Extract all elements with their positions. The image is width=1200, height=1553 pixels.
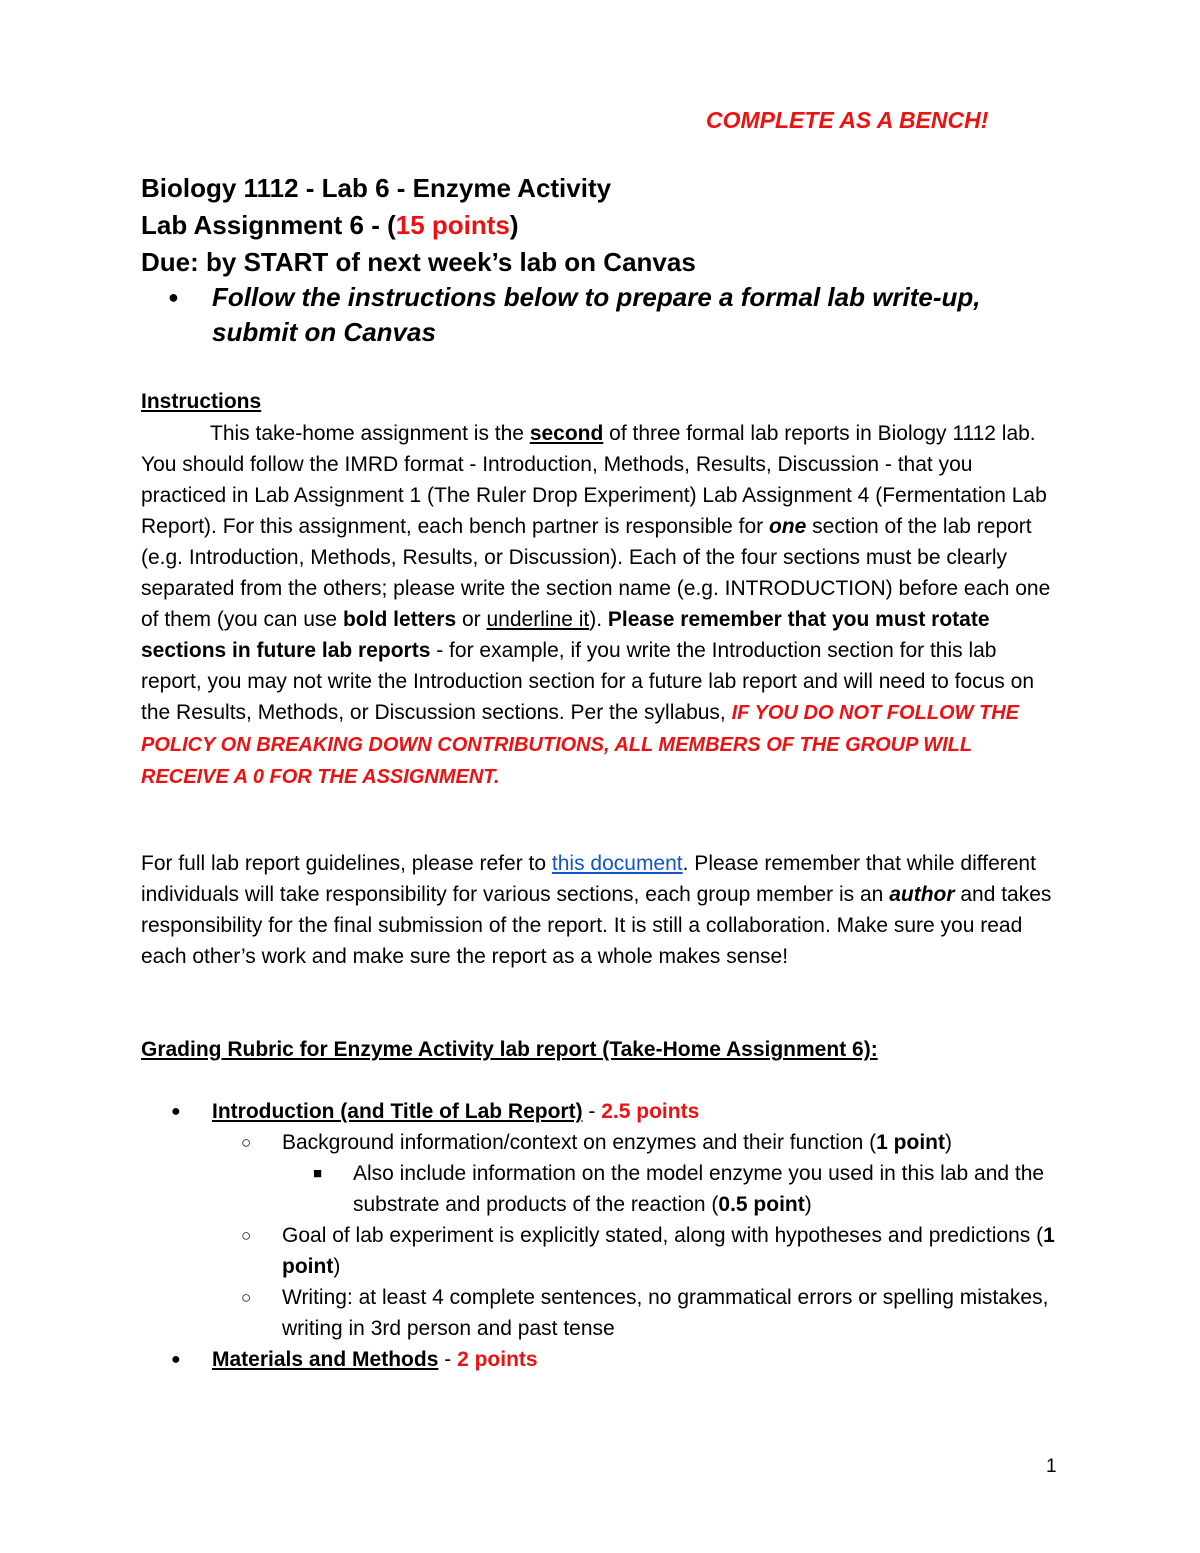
one-emphasis: one: [768, 515, 807, 538]
course-title: Biology 1112 - Lab 6 - Enzyme Activity: [141, 173, 612, 203]
hollow-bullet-icon: ○: [241, 1288, 252, 1307]
due-date: Due: by START of next week’s lab on Canvas: [141, 247, 696, 277]
assignment-points: 15 points: [395, 210, 510, 240]
instructions-heading: Instructions: [141, 390, 262, 413]
guidelines-link[interactable]: this document: [551, 852, 683, 875]
rubric-item-methods: ● Materials and Methods - 2 points: [141, 1344, 1061, 1375]
hollow-bullet-icon: ○: [241, 1226, 252, 1245]
rubric-subitem-goal: ○ Goal of lab experiment is explicitly stated, along with hypotheses and predictions (1 point): [141, 1220, 1061, 1282]
square-bullet-icon: ■: [313, 1165, 323, 1182]
rubric-subitem-writing: ○ Writing: at least 4 complete sentences, no grammatical errors or spelling mistakes, writing in 3rd person and past tense: [141, 1282, 1061, 1344]
bullet-icon: ●: [171, 1103, 181, 1120]
instructions-paragraph: This take-home assignment is the second of three formal lab reports in Biology 1112 lab. You should follow the IMRD format - Introduction, Methods, Results, Discussion - that you practiced in Lab Assignment 1 (The Ruler Drop Experiment) Lab Assignment 4 (Fermentation Lab Report). For this assignment, each bench partner is responsible for one section of the lab report (e.g. Introduction, Methods, Results, or Discussion). Each of the four sections must be clearly separated from the others; please write the section name (e.g. INTRODUCTION) before each one of them (you can use bold letters or underline it). Please remember that you must rotate sections in future lab reports - for example, if you write the Introduction section for this lab report, you may not write the Introduction section for a future lab report and will need to focus on the Results, Methods, or Discussion sections. Per the syllabus, IF YOU DO NOT FOLLOW THE POLICY ON BREAKING DOWN CONTRIBUTIONS, ALL MEMBERS OF THE GROUP WILL RECEIVE A 0 FOR THE ASSIGNMENT.: [141, 422, 1051, 788]
underline-example: underline it: [486, 608, 590, 631]
bullet-icon: ●: [171, 1351, 181, 1368]
bench-banner: COMPLETE AS A BENCH!: [706, 107, 989, 133]
contribution-policy-warning: IF YOU DO NOT FOLLOW THE POLICY ON BREAKING DOWN CONTRIBUTIONS, ALL MEMBERS OF THE GROUP WILL RECEIVE A 0 FOR THE ASSIGNMENT.: [141, 702, 1020, 788]
rubric-subsubitem-model-enzyme: ■ Also include information on the model enzyme you used in this lab and the substrate and products of the reaction (0.5 point): [141, 1158, 1061, 1220]
rubric-subitem-background: ○ Background information/context on enzymes and their function (1 point): [141, 1127, 1061, 1158]
rubric-item-introduction: ● Introduction (and Title of Lab Report) - 2.5 points: [141, 1096, 1061, 1127]
bold-letters-example: bold letters: [342, 608, 457, 631]
bullet-icon: ●: [168, 287, 179, 307]
rubric-heading: Grading Rubric for Enzyme Activity lab report (Take-Home Assignment 6):: [141, 1038, 878, 1061]
author-emphasis: author: [889, 883, 955, 906]
guidelines-paragraph: For full lab report guidelines, please refer to this document. Please remember that while different individuals will take responsibility for various sections, each group member is an author and takes responsibility for the final submission of the report. It is still a collaboration. Make sure you read each other’s work and make sure the report as a whole makes sense!: [141, 852, 1052, 968]
title-block: [141, 170, 696, 281]
page-number: 1: [1046, 1456, 1057, 1477]
intro-points: 2.5 points: [601, 1100, 700, 1123]
rubric-list: [141, 1096, 1061, 1375]
rotate-sections-note: Please remember that you must rotate sections in future lab reports: [141, 608, 990, 662]
second-emphasis: second: [529, 422, 604, 445]
hollow-bullet-icon: ○: [241, 1133, 252, 1152]
methods-points: 2 points: [457, 1348, 538, 1371]
assignment-title: Lab Assignment 6 - (15 points): [141, 210, 519, 240]
submission-instruction: Follow the instructions below to prepare a formal lab write-up, submit on Canvas: [212, 282, 981, 347]
